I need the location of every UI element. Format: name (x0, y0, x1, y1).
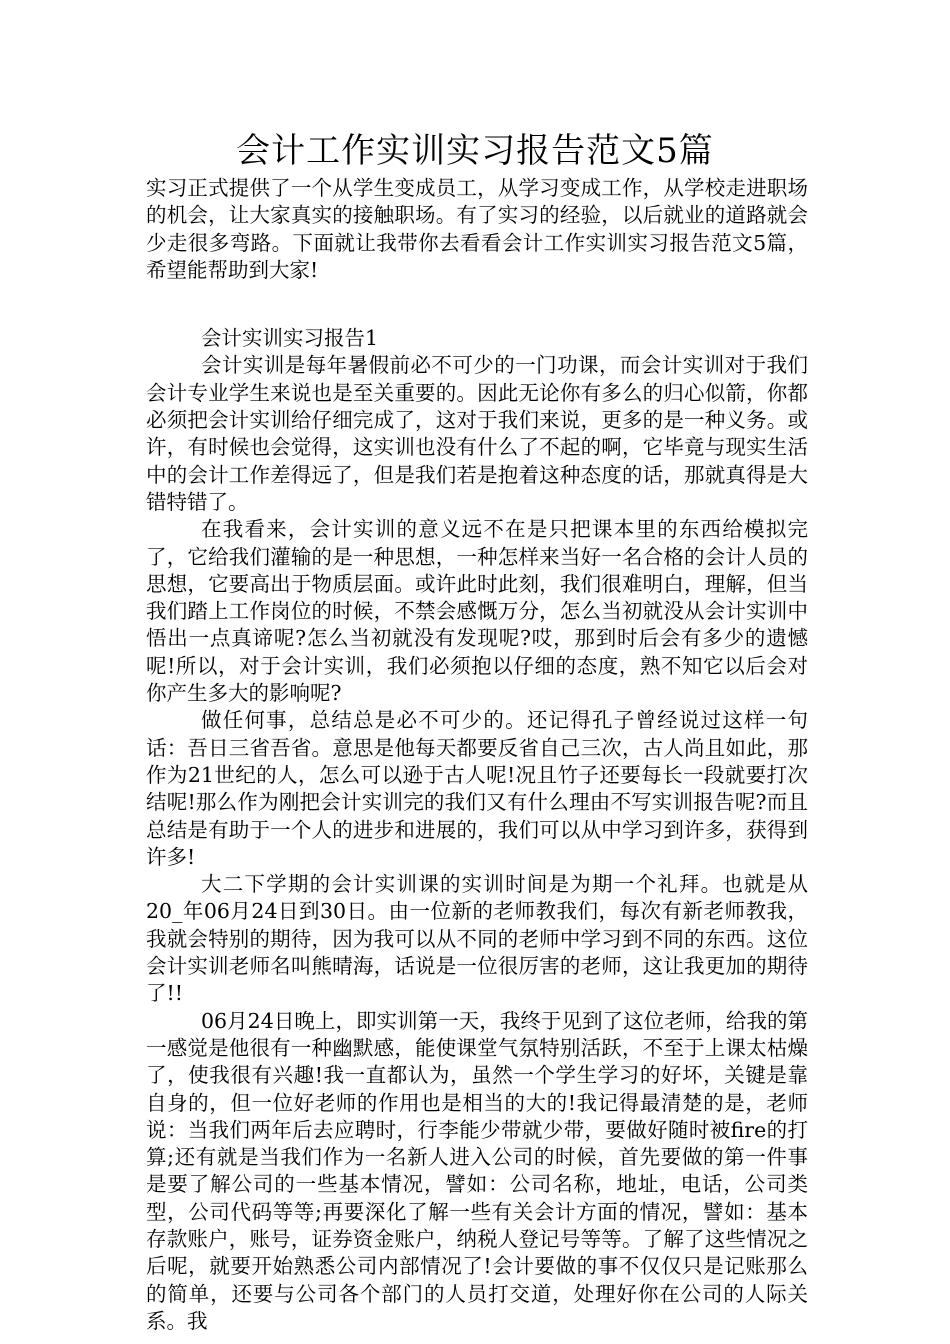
body-paragraph-2: 在我看来，会计实训的意义远不在是只把课本里的东西给模拟完了，它给我们灌输的是一种思想，一种怎样来当好一名合格的会计人员的思想，它要高出于物质层面。或许此时此刻，我们很难明白，理解，但当我们踏上工作岗位的时候，不禁会感慨万分，怎么当初就没从会计实训中悟出一点真谛呢?怎么当初就没有发现呢?哎，那到时后会有多少的遗憾呢!所以，对于会计实训，我们必须抱以仔细的态度，熟不知它以后会对你产生多大的影响呢? (146, 517, 808, 706)
section-heading: 会计实训实习报告1 (201, 326, 379, 351)
body-paragraph-3: 做任何事，总结总是必不可少的。还记得孔子曾经说过这样一句话：吾日三省吾省。意思是他每天都要反省自己三次，古人尚且如此，那作为21世纪的人，怎么可以逊于古人呢!况且竹子还要每长一段就要打次结呢!那么作为刚把会计实训完的我们又有什么理由不写实训报告呢?而且总结是有助于一个人的进步和进展的，我们可以从中学习到许多，获得到许多! (146, 708, 808, 869)
document-title: 会计工作实训实习报告范文5篇 (236, 131, 714, 171)
body-paragraph-4: 大二下学期的会计实训课的实训时间是为期一个礼拜。也就是从20_年06月24日到30日。由一位新的老师教我们，每次有新老师教我，我就会特别的期待，因为我可以从不同的老师中学习到不同的东西。这位会计实训老师名叫熊晴海，话说是一位很厉害的老师，这让我更加的期待了!! (146, 872, 808, 1006)
body-paragraph-5: 06月24日晚上，即实训第一天，我终于见到了这位老师，给我的第一感觉是他很有一种幽默感，能使课堂气氛特别活跃，不至于上课太枯燥了，使我很有兴趣!我一直都认为，虽然一个学生学习的好坏，关键是靠自身的，但一位好老师的作用也是相当的大的!我记得最清楚的是，老师说：当我们两年后去应聘时，行李能少带就少带，要做好随时被fire的打算;还有就是当我们作为一名新人进入公司的时候，首先要做的第一件事是要了解公司的一些基本情况，譬如：公司名称，地址，电话，公司类型，公司代码等等;再要深化了解一些有关会计方面的情况，譬如：基本存款账户，账号，证券资金账户，纳税人登记号等等。了解了这些情况之后呢，就要开始熟悉公司内部情况了!会计要做的事不仅仅只是记账那么的简单，还要与公司各个部门的人员打交道，处理好你在公司的人际关系。我 (146, 1008, 808, 1333)
section-spacer (146, 284, 808, 325)
body-paragraph-1: 会计实训是每年暑假前必不可少的一门功课，而会计实训对于我们会计专业学生来说也是至关重要的。因此无论你有多么的归心似箭，你都必须把会计实训给仔细完成了，这对于我们来说，更多的是一种义务。或许，有时候也会觉得，这实训也没有什么了不起的啊，它毕竟与现实生活中的会计工作差得远了，但是我们若是抱着这种态度的话，那就真得是大错特错了。 (146, 353, 808, 514)
document-body (146, 175, 808, 1335)
intro-paragraph: 实习正式提供了一个从学生变成员工，从学习变成工作，从学校走进职场的机会，让大家真实的接触职场。有了实习的经验，以后就业的道路就会少走很多弯路。下面就让我带你去看看会计工作实训实习报告范文5篇，希望能帮助到大家! (146, 176, 808, 282)
